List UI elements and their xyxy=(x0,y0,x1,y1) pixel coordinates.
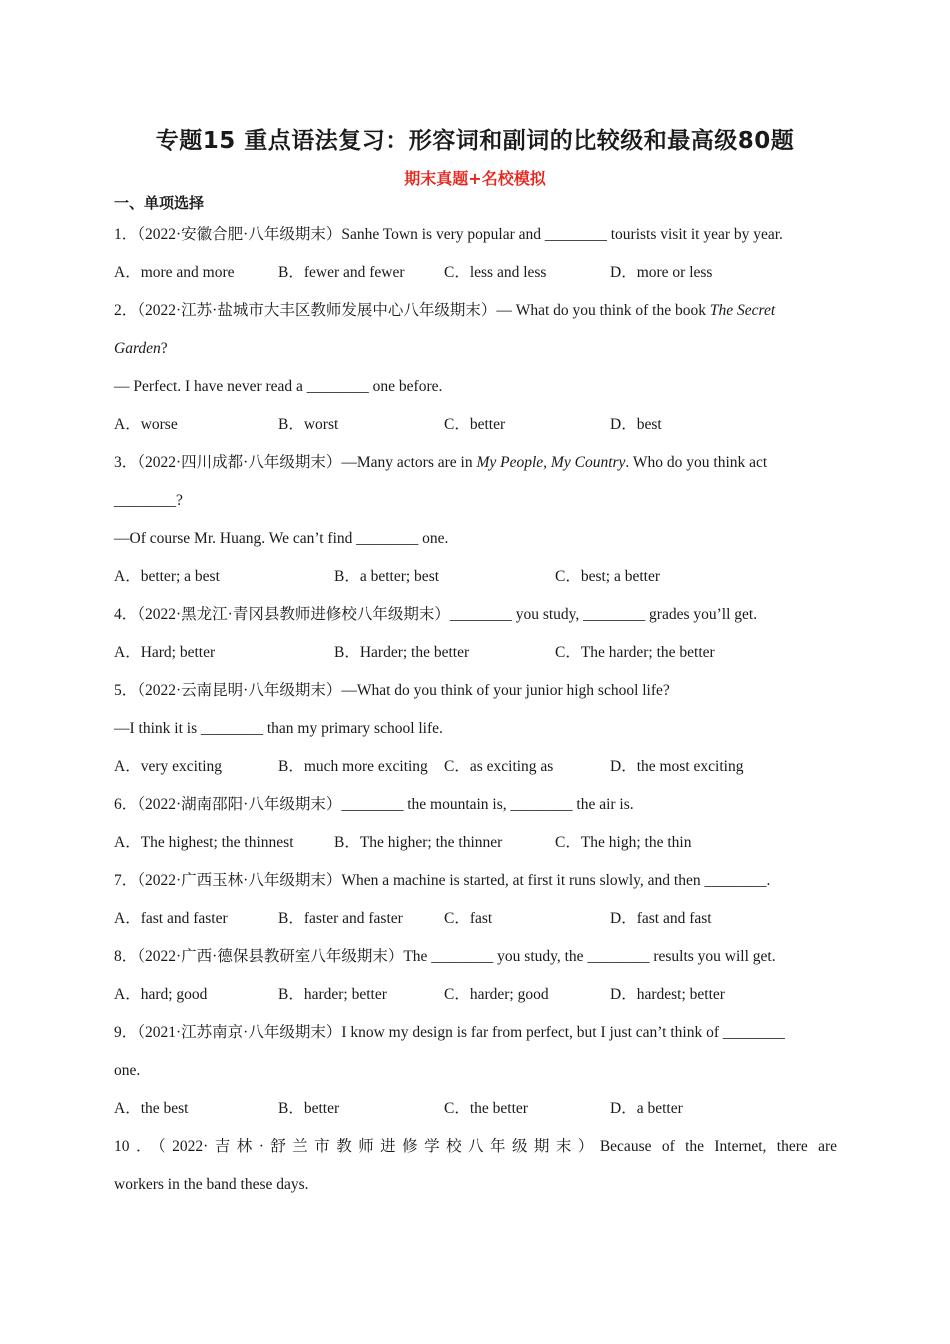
question-3-prefix: 3．（2022·四川成都·八年级期末）—Many actors are in xyxy=(114,454,477,471)
option-b: B．harder; better xyxy=(278,986,387,1003)
question-2-mark: ? xyxy=(160,340,168,357)
question-9-stem: 9．（2021·江苏南京·八年级期末）I know my design is far from perfect, but I just can’t think of ________ xyxy=(114,1024,785,1041)
book-title: The Secret xyxy=(709,302,776,319)
page-title: 专题15 重点语法复习：形容词和副词的比较级和最高级80题 xyxy=(155,128,795,154)
question-3-stem-cont: ________? xyxy=(114,492,183,509)
question-4-options xyxy=(114,634,837,672)
option-b: B．worst xyxy=(278,416,339,433)
question-4-stem: 4．（2022·黑龙江·青冈县教师进修校八年级期末）________ you study, ________ grades you’ll get. xyxy=(114,606,758,623)
option-a: A．Hard; better xyxy=(114,644,216,661)
option-a: A．fast and faster xyxy=(114,910,228,927)
question-6-options xyxy=(114,824,837,862)
question-1-options xyxy=(114,254,837,292)
section-heading: 一、单项选择 xyxy=(114,194,205,212)
option-b: B．fewer and fewer xyxy=(278,264,405,281)
option-b: B．much more exciting xyxy=(278,758,428,775)
question-5-options xyxy=(114,748,837,786)
question-list xyxy=(114,216,837,1204)
question-1-stem: 1．（2022·安徽合肥·八年级期末）Sanhe Town is very popular and ________ tourists visit it year by year. xyxy=(114,226,783,243)
option-d: D．more or less xyxy=(610,264,713,281)
book-title-cont: Garden xyxy=(114,340,161,357)
option-a: A．hard; good xyxy=(114,986,208,1003)
question-6-stem: 6．（2022·湖南邵阳·八年级期末）________ the mountain is, ________ the air is. xyxy=(114,796,634,813)
question-8-options xyxy=(114,976,837,1014)
option-a: A．very exciting xyxy=(114,758,223,775)
option-c: C．fast xyxy=(444,910,493,927)
option-b: B．The higher; the thinner xyxy=(334,834,503,851)
question-9-options xyxy=(114,1090,837,1128)
option-b: B．Harder; the better xyxy=(334,644,470,661)
question-2-stem xyxy=(114,292,837,330)
question-2-options xyxy=(114,406,837,444)
question-3-stem xyxy=(114,444,837,482)
option-c: C．the better xyxy=(444,1100,528,1117)
question-8-stem: 8．（2022·广西·德保县教研室八年级期末）The ________ you study, the ________ results you will get. xyxy=(114,948,776,965)
film-title: My People, My Country xyxy=(476,454,626,471)
option-c: C．best; a better xyxy=(555,568,661,585)
option-c: C．as exciting as xyxy=(444,758,554,775)
option-b: B．faster and faster xyxy=(278,910,403,927)
question-5-stem: 5．（2022·云南昆明·八年级期末）—What do you think of your junior high school life? xyxy=(114,682,670,699)
option-d: D．hardest; better xyxy=(610,986,725,1003)
option-a: A．more and more xyxy=(114,264,235,281)
question-10-stem-cont: workers in the band these days. xyxy=(114,1176,309,1193)
option-d: D．fast and fast xyxy=(610,910,712,927)
option-b: B．better xyxy=(278,1100,340,1117)
option-b: B．a better; best xyxy=(334,568,440,585)
question-2-stem-cont xyxy=(114,330,837,368)
option-d: D．the most exciting xyxy=(610,758,744,775)
option-c: C．The harder; the better xyxy=(555,644,715,661)
question-10-stem: 10．（2022·吉林·舒兰市教师进修学校八年级期末）Because of the Internet, there are xyxy=(114,1138,837,1155)
question-3-suffix: . Who do you think act xyxy=(625,454,768,471)
option-a: A．worse xyxy=(114,416,178,433)
option-d: D．a better xyxy=(610,1100,683,1117)
question-7-stem: 7．（2022·广西玉林·八年级期末）When a machine is started, at first it runs slowly, and then ________. xyxy=(114,872,771,889)
option-c: C．harder; good xyxy=(444,986,549,1003)
option-c: C．better xyxy=(444,416,506,433)
option-a: A．better; a best xyxy=(114,568,220,585)
question-5-reply: —I think it is ________ than my primary school life. xyxy=(114,720,443,737)
option-c: C．less and less xyxy=(444,264,547,281)
option-a: A．the best xyxy=(114,1100,189,1117)
question-7-options xyxy=(114,900,837,938)
option-d: D．best xyxy=(610,416,662,433)
question-3-options xyxy=(114,558,837,596)
option-a: A．The highest; the thinnest xyxy=(114,834,294,851)
option-c: C．The high; the thin xyxy=(555,834,692,851)
question-3-reply: —Of course Mr. Huang. We can’t find ________ one. xyxy=(114,530,449,547)
question-2-prefix: 2．（2022·江苏·盐城市大丰区教师发展中心八年级期末）— What do you think of the book xyxy=(114,302,710,319)
question-2-reply: — Perfect. I have never read a ________ one before. xyxy=(114,378,443,395)
question-9-stem-cont: one. xyxy=(114,1062,141,1079)
page-subtitle: 期末真题+名校模拟 xyxy=(404,169,546,188)
